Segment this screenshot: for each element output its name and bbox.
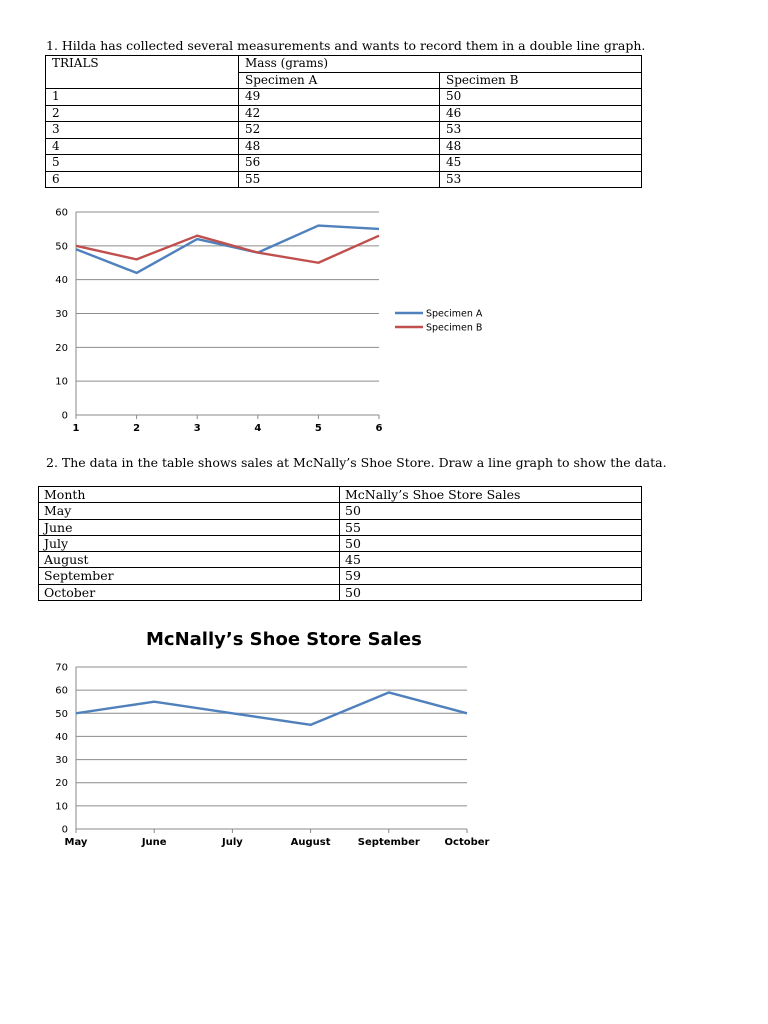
x-tick-label: 4 xyxy=(254,423,262,434)
table-row xyxy=(46,171,642,188)
header-specimen-a: Specimen A xyxy=(239,72,440,89)
header-month: Month xyxy=(39,487,340,503)
x-tick-label: 3 xyxy=(193,423,201,434)
specimen-a-cell: 52 xyxy=(239,122,440,139)
table-row xyxy=(46,122,642,139)
mass-table xyxy=(45,55,642,188)
header-specimen-b: Specimen B xyxy=(440,72,642,89)
x-tick-label: July xyxy=(222,837,243,848)
sales-line-chart xyxy=(40,655,510,855)
legend-label: Specimen A xyxy=(426,308,483,320)
month-cell: July xyxy=(39,535,340,551)
month-cell: September xyxy=(39,568,340,584)
y-tick-label: 0 xyxy=(61,824,68,836)
specimen-a-cell: 48 xyxy=(239,138,440,155)
specimen-a-cell: 42 xyxy=(239,105,440,122)
month-cell: August xyxy=(39,552,340,568)
sales-table xyxy=(38,486,642,601)
series-line xyxy=(76,226,379,273)
trial-cell: 2 xyxy=(46,105,239,122)
legend-label: Specimen B xyxy=(426,322,483,334)
specimen-b-cell: 50 xyxy=(440,89,642,106)
question-2-prompt: 2. The data in the table shows sales at McNally’s Shoe Store. Draw a line graph to show the data. xyxy=(46,455,667,470)
table-row xyxy=(39,552,642,568)
table-row xyxy=(39,487,642,503)
sales-cell: 59 xyxy=(340,568,642,584)
y-tick-label: 40 xyxy=(55,275,68,287)
specimen-a-cell: 56 xyxy=(239,155,440,172)
sales-cell: 45 xyxy=(340,552,642,568)
sales-chart-title: McNally’s Shoe Store Sales xyxy=(146,629,422,650)
series-line xyxy=(76,236,379,263)
trial-cell: 3 xyxy=(46,122,239,139)
specimen-a-cell: 55 xyxy=(239,171,440,188)
question-1-prompt: 1. Hilda has collected several measurements and wants to record them in a double line graph. xyxy=(46,38,646,53)
table-row xyxy=(39,503,642,519)
table-row xyxy=(39,568,642,584)
sales-cell: 55 xyxy=(340,519,642,535)
y-tick-label: 50 xyxy=(55,241,68,253)
y-tick-label: 60 xyxy=(55,685,68,697)
y-tick-label: 0 xyxy=(61,410,68,422)
x-tick-label: May xyxy=(64,837,88,848)
sales-cell: 50 xyxy=(340,535,642,551)
header-mass: Mass (grams) xyxy=(239,56,642,73)
y-tick-label: 60 xyxy=(55,207,68,219)
sales-cell: 50 xyxy=(340,584,642,600)
y-tick-label: 70 xyxy=(55,662,68,674)
y-tick-label: 10 xyxy=(55,376,68,388)
y-tick-label: 30 xyxy=(55,309,68,320)
table-row xyxy=(39,584,642,600)
x-tick-label: October xyxy=(444,837,490,848)
table-row xyxy=(46,89,642,106)
header-trials: TRIALS xyxy=(46,56,239,89)
trial-cell: 1 xyxy=(46,89,239,106)
table-row xyxy=(46,56,642,73)
specimen-b-cell: 46 xyxy=(440,105,642,122)
series-line xyxy=(76,692,467,724)
x-tick-label: 6 xyxy=(375,423,383,434)
specimen-b-cell: 48 xyxy=(440,138,642,155)
x-tick-label: June xyxy=(141,837,167,848)
table-row xyxy=(46,155,642,172)
y-tick-label: 10 xyxy=(55,801,68,813)
table-row xyxy=(39,519,642,535)
trial-cell: 6 xyxy=(46,171,239,188)
trial-cell: 5 xyxy=(46,155,239,172)
specimen-b-cell: 45 xyxy=(440,155,642,172)
x-tick-label: 5 xyxy=(314,423,322,434)
x-tick-label: August xyxy=(290,837,331,848)
specimen-b-cell: 53 xyxy=(440,171,642,188)
table-row xyxy=(46,138,642,155)
mass-line-chart xyxy=(40,200,500,440)
table-row xyxy=(46,105,642,122)
y-tick-label: 40 xyxy=(55,731,68,743)
month-cell: October xyxy=(39,584,340,600)
y-tick-label: 30 xyxy=(55,755,68,767)
month-cell: May xyxy=(39,503,340,519)
y-tick-label: 50 xyxy=(55,708,68,720)
trial-cell: 4 xyxy=(46,138,239,155)
month-cell: June xyxy=(39,519,340,535)
x-tick-label: September xyxy=(357,837,420,848)
y-tick-label: 20 xyxy=(55,778,68,790)
x-tick-label: 1 xyxy=(72,423,80,434)
table-row xyxy=(39,535,642,551)
y-tick-label: 20 xyxy=(55,342,68,354)
specimen-a-cell: 49 xyxy=(239,89,440,106)
sales-cell: 50 xyxy=(340,503,642,519)
specimen-b-cell: 53 xyxy=(440,122,642,139)
x-tick-label: 2 xyxy=(133,423,141,434)
header-sales: McNally’s Shoe Store Sales xyxy=(340,487,642,503)
